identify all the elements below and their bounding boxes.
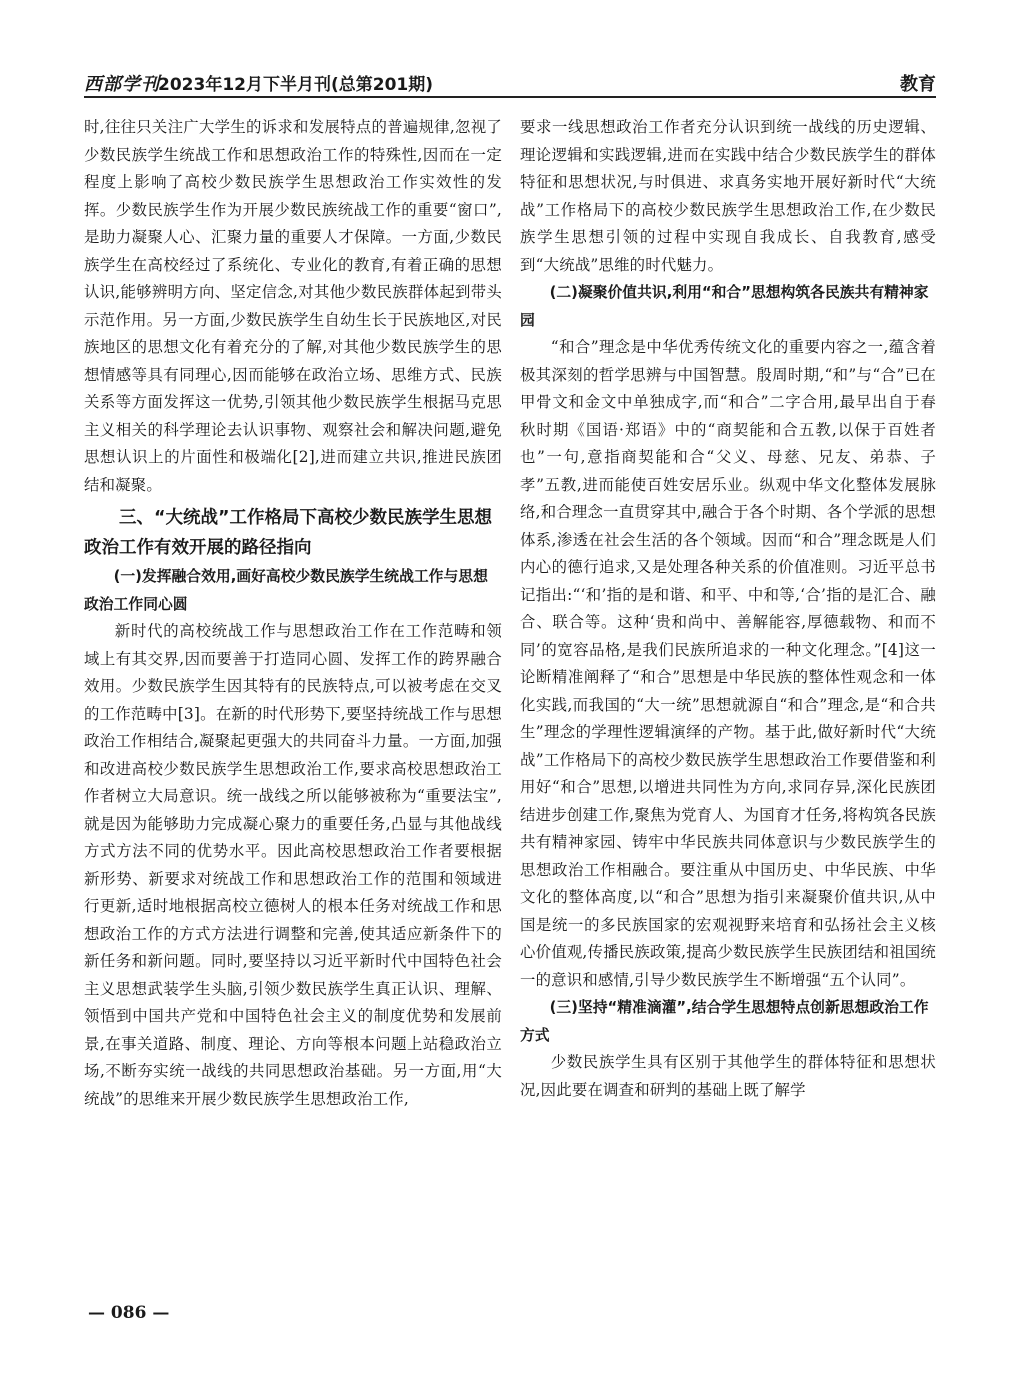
paragraph: 少数民族学生具有区别于其他学生的群体特征和思想状况,因此要在调查和研判的基础上既了解学 bbox=[520, 1053, 936, 1099]
page-number: — 086 — bbox=[88, 1303, 170, 1323]
paragraph: “和合”理念是中华优秀传统文化的重要内容之一,蕴含着极其深刻的哲学思辨与中国智慧。殷周时期,“和”与“合”已在甲骨文和金文中单独成字,而“和合”二字合用,最早出自于春秋时期《国语·郑语》中的“商契能和合五教,以保于百姓者也”一句,意指商契能和合“父义、母慈、兄友、弟恭、子孝”五教,进而能使百姓安居乐业。纵观中华文化整体发展脉络,和合理念一直贯穿其中,融合于各个时期、各个学派的思想体系,渗透在社会生活的各个领域。因而“和合”理念既是人们内心的德行追求,又是处理各种关系的价值准则。习近平总书记指出:“‘和’指的是和谐、和平、中和等,‘合’指的是汇合、融合、联合等。这种‘贵和尚中、善解能容,厚德载物、和而不同’的宽容品格,是我们民族所追求的一种文化理念。”[4]这一论断精准阐释了“和合”思想是中华民族的整体性观念和一体化实践,而我国的“大一统”思想就源自“和合”理念,是“和合共生”理念的学理性逻辑演绎的产物。基于此,做好新时代“大统战”工作格局下的高校少数民族学生思想政治工作要借鉴和利用好“和合”思想,以增进共同性为方向,求同存异,深化民族团结进步创建工作,聚焦为党育人、为国育才任务,将构筑各民族共有精神家园、铸牢中华民族共同体意识与少数民族学生的思想政治工作相融合。要注重从中国历史、中华民族、中华文化的整体高度,以“和合”思想为指引来凝聚价值共识,从中国是统一的多民族国家的宏观视野来培育和弘扬社会主义核心价值观,传播民族政策,提高少数民族学生民族团结和祖国统一的意识和感情,引导少数民族学生不断增强“五个认同”。 bbox=[520, 338, 936, 989]
left-column bbox=[84, 114, 502, 1113]
subsection-heading: (二)凝聚价值共识,利用“和合”思想构筑各民族共有精神家园 bbox=[520, 284, 929, 329]
journal-logo: 西部学刊 bbox=[84, 74, 160, 95]
paragraph: 时,往往只关注广大学生的诉求和发展特点的普遍规律,忽视了少数民族学生统战工作和思想政治工作的特殊性,因而在一定程度上影响了高校少数民族学生思想政治工作实效性的发挥。少数民族学生作为开展少数民族统战工作的重要“窗口”,是助力凝聚人心、汇聚力量的重要人才保障。一方面,少数民族学生在高校经过了系统化、专业化的教育,有着正确的思想认识,能够辨明方向、坚定信念,对其他少数民族群体起到带头示范作用。另一方面,少数民族学生自幼生长于民族地区,对民族地区的思想文化有着充分的了解,对其他少数民族学生的思想情感等具有同理心,因而能够在政治立场、思维方式、民族关系等方面发挥这一优势,引领其他少数民族学生根据马克思主义相关的科学理论去认识事物、观察社会和解决问题,避免思想认识上的片面性和极端化[2],进而建立共识,推进民族团结和凝聚。 bbox=[84, 118, 502, 494]
paragraph: 要求一线思想政治工作者充分认识到统一战线的历史逻辑、理论逻辑和实践逻辑,进而在实践中结合少数民族学生的群体特征和思想状况,与时俱进、求真务实地开展好新时代“大统战”工作格局下的高校少数民族学生思想政治工作,在少数民族学生思想引领的过程中实现自我成长、自我教育,感受到“大统战”思维的时代魅力。 bbox=[520, 118, 936, 274]
issue-info: 2023年12月下半月刊(总第201期) bbox=[158, 75, 433, 95]
running-header bbox=[84, 66, 936, 98]
section-tag: 教育 bbox=[900, 74, 936, 95]
section-heading: 三、“大统战”工作格局下高校少数民族学生思想政治工作有效开展的路径指向 bbox=[84, 508, 493, 558]
paragraph: 新时代的高校统战工作与思想政治工作在工作范畴和领域上有其交界,因而要善于打造同心圆、发挥工作的跨界融合效用。少数民族学生因其特有的民族特点,可以被考虑在交叉的工作范畴中[3]。在新的时代形势下,要坚持统战工作与思想政治工作相结合,凝聚起更强大的共同奋斗力量。一方面,加强和改进高校少数民族学生思想政治工作,要求高校思想政治工作者树立大局意识。统一战线之所以能够被称为“重要法宝”,就是因为能够助力完成凝心聚力的重要任务,凸显与其他战线方式方法不同的优势水平。因此高校思想政治工作者要根据新形势、新要求对统战工作和思想政治工作的范围和领域进行更新,适时地根据高校立德树人的根本任务对统战工作和思想政治工作的方式方法进行调整和完善,使其适应新条件下的新任务和新问题。同时,要坚持以习近平新时代中国特色社会主义思想武装学生头脑,引领少数民族学生真正认识、理解、领悟到中国共产党和中国特色社会主义的制度优势和发展前景,在事关道路、制度、理论、方向等根本问题上站稳政治立场,不断夯实统一战线的共同思想政治基础。另一方面,用“大统战”的思维来开展少数民族学生思想政治工作, bbox=[84, 622, 502, 1108]
right-column bbox=[520, 114, 936, 1104]
subsection-heading: (一)发挥融合效用,画好高校少数民族学生统战工作与思想政治工作同心圆 bbox=[84, 568, 488, 613]
subsection-heading: (三)坚持“精准滴灌”,结合学生思想特点创新思想政治工作方式 bbox=[520, 999, 929, 1044]
